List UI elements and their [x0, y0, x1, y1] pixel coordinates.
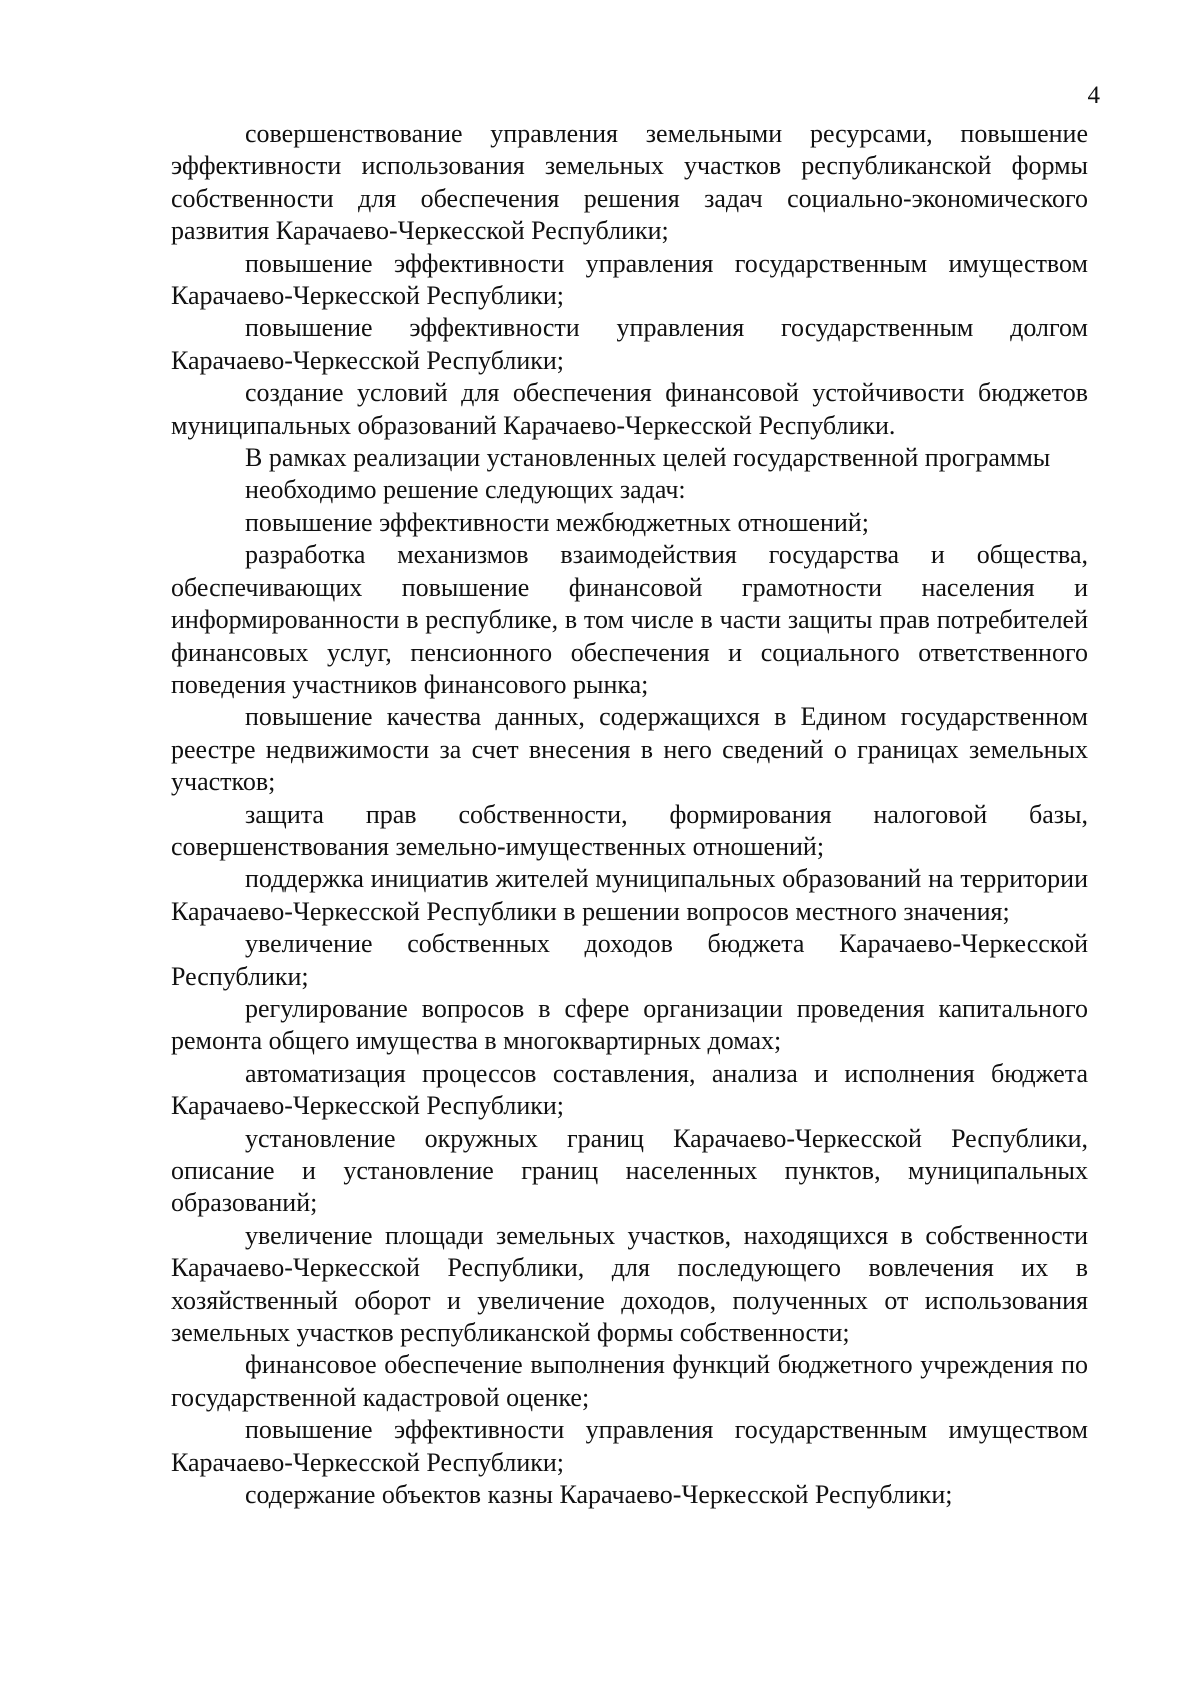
document-body [171, 118, 1088, 1511]
paragraph-17: финансовое обеспечение выполнения функций бюджетного учреждения по государственной кадастровой оценке; [171, 1350, 1088, 1412]
paragraph-7: повышение эффективности межбюджетных отношений; [245, 507, 869, 537]
paragraph-9: повышение качества данных, содержащихся в Едином государственном реестре недвижимости за счет внесения в него сведений о границах земельных участков; [171, 702, 1088, 797]
paragraph-19: содержание объектов казны Карачаево-Черкесской Республики; [245, 1480, 953, 1510]
paragraph-16: увеличение площади земельных участков, находящихся в собственности Карачаево-Черкесской Республики, для последующего вовлечения их в хозяйственный оборот и увеличение доходов, полученных от использования земельных участков республиканской формы собственности; [171, 1220, 1088, 1348]
paragraph-4: создание условий для обеспечения финансовой устойчивости бюджетов муниципальных образований Карачаево-Черкесской Республики. [171, 378, 1088, 440]
paragraph-8: разработка механизмов взаимодействия государства и общества, обеспечивающих повышение финансовой грамотности населения и информированности в республике, в том числе в части защиты прав потребителей финансовых услуг, пенсионного обеспечения и социального ответственного поведения участников финансового рынка; [171, 540, 1088, 699]
paragraph-11: поддержка инициатив жителей муниципальных образований на территории Карачаево-Черкесской Республики в решении вопросов местного значения; [171, 864, 1088, 926]
page-number: 4 [1087, 82, 1100, 109]
paragraph-2: повышение эффективности управления государственным имуществом Карачаево-Черкесской Республики; [171, 248, 1088, 311]
paragraph-5: В рамках реализации установленных целей государственной программы [245, 443, 1051, 473]
paragraph-10: защита прав собственности, формирования налоговой базы, совершенствования земельно-имущественных отношений; [171, 799, 1088, 861]
paragraph-13: регулирование вопросов в сфере организации проведения капитального ремонта общего имущества в многоквартирных домах; [171, 993, 1088, 1056]
paragraph-6: необходимо решение следующих задач: [245, 475, 686, 505]
paragraph-14: автоматизация процессов составления, анализа и исполнения бюджета Карачаево-Черкесской Республики; [171, 1058, 1088, 1121]
paragraph-3: повышение эффективности управления государственным долгом Карачаево-Черкесской Республики; [171, 313, 1088, 375]
paragraph-1: совершенствование управления земельными ресурсами, повышение эффективности использования земельных участков республиканской формы собственности для обеспечения решения задач социально-экономического развития Карачаево-Черкесской Республики; [171, 119, 1088, 246]
paragraph-12: увеличение собственных доходов бюджета Карачаево-Черкесской Республики; [171, 929, 1088, 991]
paragraph-15: установление окружных границ Карачаево-Черкесской Республики, описание и установление границ населенных пунктов, муниципальных образований; [171, 1123, 1088, 1218]
paragraph-18: повышение эффективности управления государственным имуществом Карачаево-Черкесской Республики; [171, 1415, 1088, 1477]
